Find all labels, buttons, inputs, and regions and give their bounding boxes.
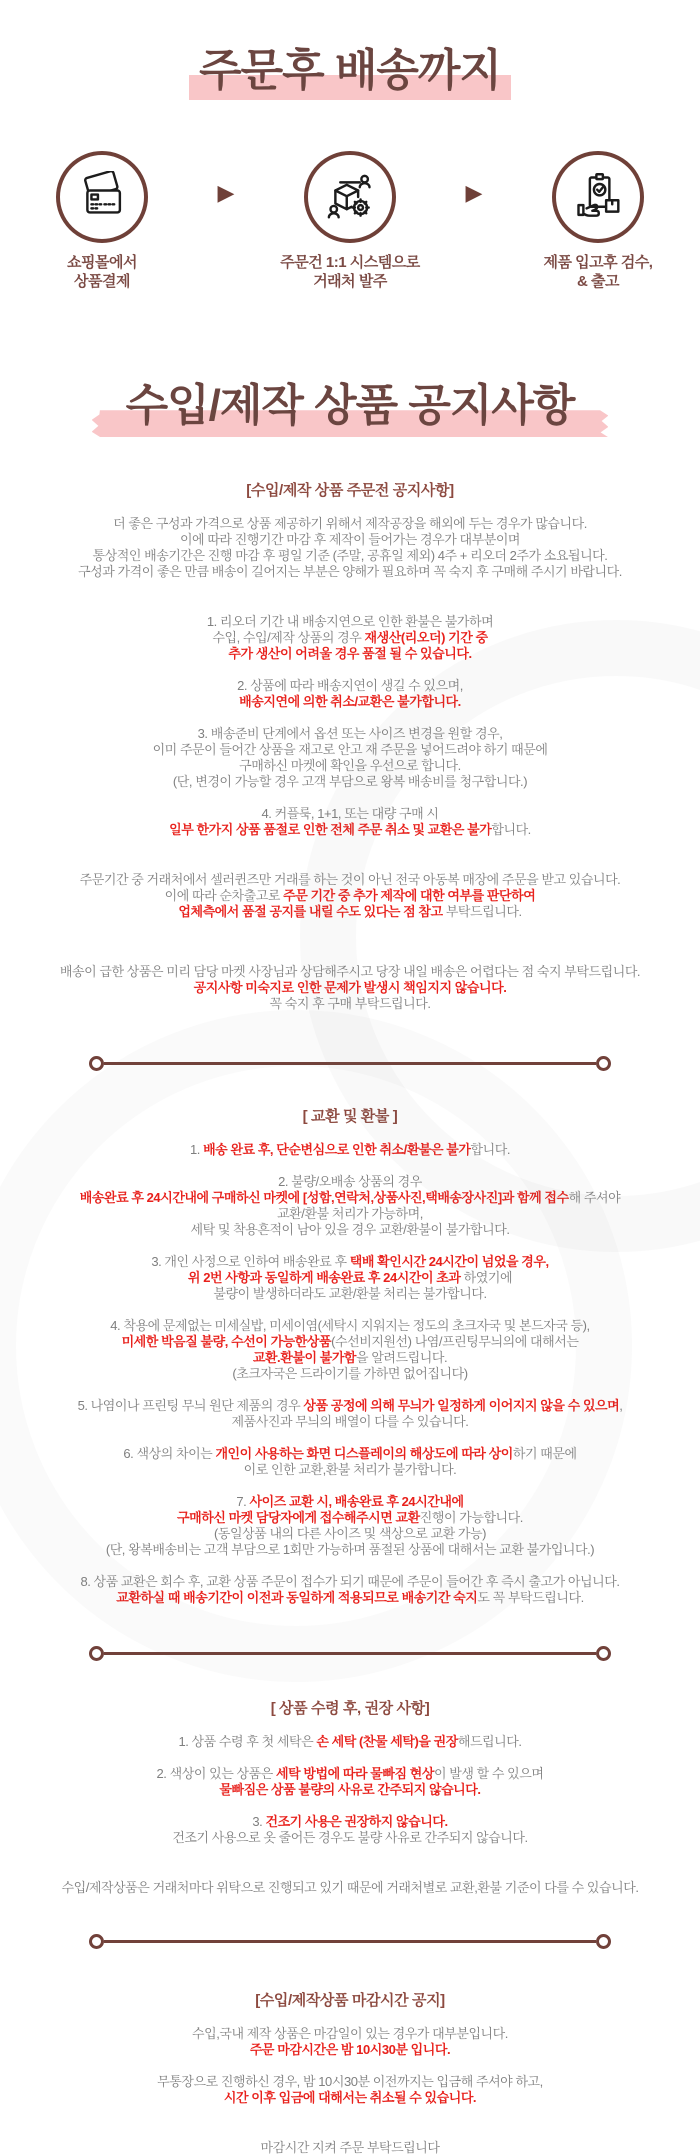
- divider-dot: [89, 1646, 104, 1661]
- step-order-system: [262, 151, 438, 291]
- body-text: 마감시간 지켜 주문 부탁드립니다: [260, 2140, 440, 2156]
- notice-paragraph: [14, 2074, 686, 2106]
- body-text: 1.: [189, 1142, 204, 1158]
- body-text: 1. 상품 수령 후 첫 세탁은: [178, 1734, 317, 1750]
- emphasis-text: 배송완료 후 24시간내에 구매하신 마켓에 [성함,연락처,상품사진,택배송장사진]과 함께 접수: [79, 1190, 569, 1206]
- emphasis-text: 교환하실 때 배송기간이 이전과 동일하게 적용되므로 배송기간 숙지: [116, 1590, 478, 1606]
- notice-paragraph: [14, 726, 686, 790]
- emphasis-text: 재생산(리오더) 기간 중: [364, 630, 488, 646]
- divider-dot: [596, 1934, 611, 1949]
- body-text: 주문기간 중 거래처에서 셀러퀸즈만 거래를 하는 것이 아닌 전국 아동복 매장에 주문을 받고 있습니다.: [79, 872, 621, 888]
- body-text: 이미 주문이 들어간 상품을 재고로 안고 재 주문을 넣어드려야 하기 때문에: [152, 742, 548, 758]
- notice-paragraph: [14, 1254, 686, 1302]
- body-text: (초크자국은 드라이기를 가하면 없어집니다): [232, 1366, 468, 1382]
- body-text: 1. 리오더 기간 내 배송지연으로 인한 환불은 불가하며: [206, 614, 494, 630]
- divider-line: [104, 1062, 596, 1065]
- receipt-notices: [0, 1734, 700, 1896]
- body-text: (단, 변경이 가능할 경우 고객 부담으로 왕복 배송비를 청구합니다.): [172, 774, 528, 790]
- step-label: [14, 253, 190, 291]
- body-text: 건조기 사용으로 옷 줄어든 경우도 불량 사유로 간주되지 않습니다.: [172, 1830, 528, 1846]
- deadline-notices: [0, 2026, 700, 2156]
- notice-paragraph: [14, 614, 686, 662]
- body-text: 합니다.: [470, 1142, 511, 1158]
- body-text: 3. 배송준비 단계에서 옵션 또는 사이즈 변경을 원할 경우,: [197, 726, 503, 742]
- body-text: 5. 나염이나 프린팅 무늬 원단 제품의 경우: [77, 1398, 304, 1414]
- body-text: 교환/환불 처리가 가능하며,: [277, 1206, 423, 1222]
- divider-dot: [596, 1646, 611, 1661]
- body-text: 더 좋은 구성과 가격으로 상품 제공하기 위해서 제작공장을 해외에 두는 경우가 많습니다.: [113, 516, 587, 532]
- step-label-line2: & 출고: [577, 272, 619, 290]
- divider-dot: [596, 1056, 611, 1071]
- notice-paragraph: [14, 1574, 686, 1606]
- body-text: 세탁 및 착용흔적이 남아 있을 경우 교환/환불이 불가합니다.: [190, 1222, 510, 1238]
- notice-paragraph: [14, 516, 686, 580]
- body-text: 도 꼭 부탁드립니다.: [477, 1590, 584, 1606]
- body-text: 합니다.: [491, 822, 531, 838]
- emphasis-text: 공지사항 미숙지로 인한 문제가 발생시 책임지지 않습니다.: [193, 980, 507, 996]
- step-label: [262, 253, 438, 291]
- notice-paragraph: [14, 1142, 686, 1158]
- body-text: 무통장으로 진행하신 경우, 밤 10시30분 이전까지는 입금해 주셔야 하고,: [157, 2074, 543, 2090]
- body-text: 이 발생 할 수 있으며: [433, 1766, 544, 1782]
- body-text: 수입,국내 제작 상품은 마감일이 있는 경우가 대부분입니다.: [192, 2026, 508, 2042]
- body-text: 부탁드립니다.: [442, 904, 522, 920]
- emphasis-text: 위 2번 사항과 동일하게 배송완료 후 24시간이 초과: [187, 1270, 461, 1286]
- emphasis-text: 배송 완료 후, 단순변심으로 인한 취소/환불은 불가: [203, 1142, 471, 1158]
- notice-title: [126, 381, 575, 432]
- emphasis-text: 상품 공정에 의해 무늬가 일정하게 이어지지 않을 수 있으며: [303, 1398, 620, 1414]
- body-text: 구매하신 마켓에 확인을 우선으로 합니다.: [239, 758, 461, 774]
- body-text: 6. 색상의 차이는: [123, 1446, 216, 1462]
- receipt-heading: [ 상품 수령 후, 권장 사항]: [270, 1700, 430, 1718]
- body-text: 4. 착용에 문제없는 미세실밥, 미세이염(세탁시 지워지는 정도의 초크자국 및 본드자국 등),: [110, 1318, 590, 1334]
- body-text: 이로 인한 교환,환불 처리가 불가합니다.: [243, 1462, 457, 1478]
- body-text: 구성과 가격이 좋은 만큼 배송이 길어지는 부분은 양해가 필요하며 꼭 숙지 후 구매해 주시기 바랍니다.: [78, 564, 622, 580]
- notice-paragraph: [14, 678, 686, 710]
- body-text: 해 주셔야: [568, 1190, 621, 1206]
- divider-dot: [89, 1934, 104, 1949]
- deadline-heading: [수입/제작상품 마감시간 공지]: [255, 1992, 445, 2010]
- body-text: 3. 개인 사정으로 인하여 배송완료 후: [151, 1254, 350, 1270]
- emphasis-text: 미세한 박음질 불량, 수선이 가능한상품: [121, 1334, 332, 1350]
- emphasis-text: 세탁 방법에 따라 물빠짐 현상: [276, 1766, 434, 1782]
- notice-paragraph: [14, 2140, 686, 2156]
- emphasis-text: 물빠짐은 상품 불량의 사유로 간주되지 않습니다.: [219, 1782, 481, 1798]
- credit-card-icon: [56, 151, 148, 243]
- order-system-icon: [304, 151, 396, 243]
- notice-paragraph: [14, 1766, 686, 1798]
- body-text: 2. 상품에 따라 배송지연이 생길 수 있으며,: [237, 678, 463, 694]
- body-text: 불량이 발생하더라도 교환/환불 처리는 불가합니다.: [213, 1286, 487, 1302]
- inspection-icon: [552, 151, 644, 243]
- step-label-line2: 상품결제: [74, 272, 130, 290]
- notice-paragraph: [14, 872, 686, 920]
- emphasis-text: 개인이 사용하는 화면 디스플레이의 해상도에 따라 상이: [215, 1446, 513, 1462]
- notice-paragraph: [14, 1446, 686, 1478]
- body-text: (동일상품 내의 다른 사이즈 및 색상으로 교환 가능): [213, 1526, 487, 1542]
- emphasis-text: 교환.환불이 불가함: [252, 1350, 357, 1366]
- body-text: 3.: [252, 1814, 266, 1830]
- body-text: ,: [619, 1398, 623, 1414]
- body-text: 꼭 숙지 후 구매 부탁드립니다.: [269, 996, 431, 1012]
- step-label-line1: 제품 입고후 검수,: [543, 253, 653, 271]
- body-text: 7.: [236, 1494, 250, 1510]
- notice-paragraph: [14, 1398, 686, 1430]
- notice-paragraph: [14, 1318, 686, 1382]
- step-inspection: [510, 151, 686, 291]
- body-text: 제품사진과 무늬의 배열이 다를 수 있습니다.: [231, 1414, 469, 1430]
- notice-paragraph: [14, 1734, 686, 1750]
- emphasis-text: 구매하신 마켓 담당자에게 접수해주시면 교환: [177, 1510, 420, 1526]
- arrow-right-icon: ▶: [217, 179, 235, 205]
- emphasis-text: 배송지연에 의한 취소/교환은 불가합니다.: [239, 694, 461, 710]
- emphasis-text: 손 세탁 (찬물 세탁)을 권장: [316, 1734, 458, 1750]
- order-process-steps: [0, 151, 700, 291]
- body-text: 통상적인 배송기간은 진행 마감 후 평일 기준 (주말, 공휴일 제외) 4주 + 리오더 2주가 소요됩니다.: [92, 548, 608, 564]
- body-text: 이에 따라 진행기간 마감 후 제작이 들어가는 경우가 대부분이며: [179, 532, 521, 548]
- notice-title-text: 수입/제작 상품 공지사항: [125, 380, 575, 430]
- exchange-notices: [0, 1142, 700, 1606]
- divider-line: [104, 1652, 596, 1655]
- body-text: 2. 불량/오배송 상품의 경우: [278, 1174, 422, 1190]
- step-label-line1: 주문건 1:1 시스템으로: [280, 253, 420, 271]
- emphasis-text: 시간 이후 입금에 대해서는 취소될 수 있습니다.: [223, 2090, 477, 2106]
- exchange-heading: [ 교환 및 환불 ]: [302, 1108, 398, 1126]
- divider: [89, 1646, 611, 1661]
- body-text: 8. 상품 교환은 회수 후, 교환 상품 주문이 접수가 되기 때문에 주문이 들어간 후 즉시 출고가 아닙니다.: [80, 1574, 620, 1590]
- step-label-line2: 거래처 발주: [313, 272, 387, 290]
- notice-paragraph: [14, 806, 686, 838]
- step-label-line1: 쇼핑몰에서: [67, 253, 137, 271]
- body-text: 해드립니다.: [457, 1734, 522, 1750]
- body-text: 하였기에: [460, 1270, 513, 1286]
- step-label: [510, 253, 686, 291]
- notice-paragraph: [14, 1494, 686, 1558]
- emphasis-text: 건조기 사용은 권장하지 않습니다.: [265, 1814, 448, 1830]
- divider: [89, 1934, 611, 1949]
- divider-line: [104, 1940, 596, 1943]
- preorder-notices: [0, 516, 700, 1012]
- body-text: 진행이 가능합니다.: [419, 1510, 523, 1526]
- step-payment: [14, 151, 190, 291]
- body-text: 이에 따라 순차출고로: [164, 888, 284, 904]
- body-text: (단, 왕복배송비는 고객 부담으로 1회만 가능하며 품절된 상품에 대해서는 교환 불가입니다.): [105, 1542, 595, 1558]
- notice-paragraph: [14, 1814, 686, 1846]
- body-text: 수입/제작상품은 거래처마다 위탁으로 진행되고 있기 때문에 거래처별로 교환,환불 기준이 다를 수 있습니다.: [61, 1880, 639, 1896]
- notice-section: [0, 381, 700, 432]
- divider-dot: [89, 1056, 104, 1071]
- notice-paragraph: [14, 1880, 686, 1896]
- body-text: 수입, 수입/제작 상품의 경우: [212, 630, 365, 646]
- notice-paragraph: [14, 1174, 686, 1238]
- page-title-text: 주문후 배송까지: [199, 46, 501, 95]
- notice-paragraph: [14, 2026, 686, 2058]
- body-text: (수선비지원선) 나염/프린팅무늬의에 대해서는: [331, 1334, 579, 1350]
- emphasis-text: 일부 한가지 상품 품절로 인한 전체 주문 취소 및 교환은 불가: [169, 822, 492, 838]
- preorder-heading: [수입/제작 상품 주문전 공지사항]: [246, 482, 454, 500]
- body-text: 하기 때문에: [512, 1446, 577, 1462]
- hero-section: [0, 0, 700, 97]
- page-title: [199, 46, 501, 97]
- body-text: 배송이 급한 상품은 미리 담당 마켓 사장님과 상담해주시고 당장 내일 배송은 어렵다는 점 숙지 부탁드립니다.: [59, 964, 641, 980]
- divider: [89, 1056, 611, 1071]
- emphasis-text: 주문 기간 중 추가 제작에 대한 여부를 판단하여: [283, 888, 536, 904]
- emphasis-text: 추가 생산이 어려울 경우 품절 될 수 있습니다.: [228, 646, 472, 662]
- emphasis-text: 주문 마감시간은 밤 10시30분 입니다.: [249, 2042, 451, 2058]
- body-text: 2. 색상이 있는 상품은: [156, 1766, 276, 1782]
- arrow-right-icon: ▶: [465, 179, 483, 205]
- emphasis-text: 사이즈 교환 시, 배송완료 후 24시간내에: [249, 1494, 464, 1510]
- body-text: 을 알려드립니다.: [356, 1350, 448, 1366]
- emphasis-text: 업체측에서 품절 공지를 내릴 수도 있다는 점 참고: [178, 904, 443, 920]
- emphasis-text: 택배 확인시간 24시간이 넘었을 경우,: [349, 1254, 549, 1270]
- notice-paragraph: [14, 964, 686, 1012]
- body-text: 4. 커플룩, 1+1, 또는 대량 구매 시: [261, 806, 439, 822]
